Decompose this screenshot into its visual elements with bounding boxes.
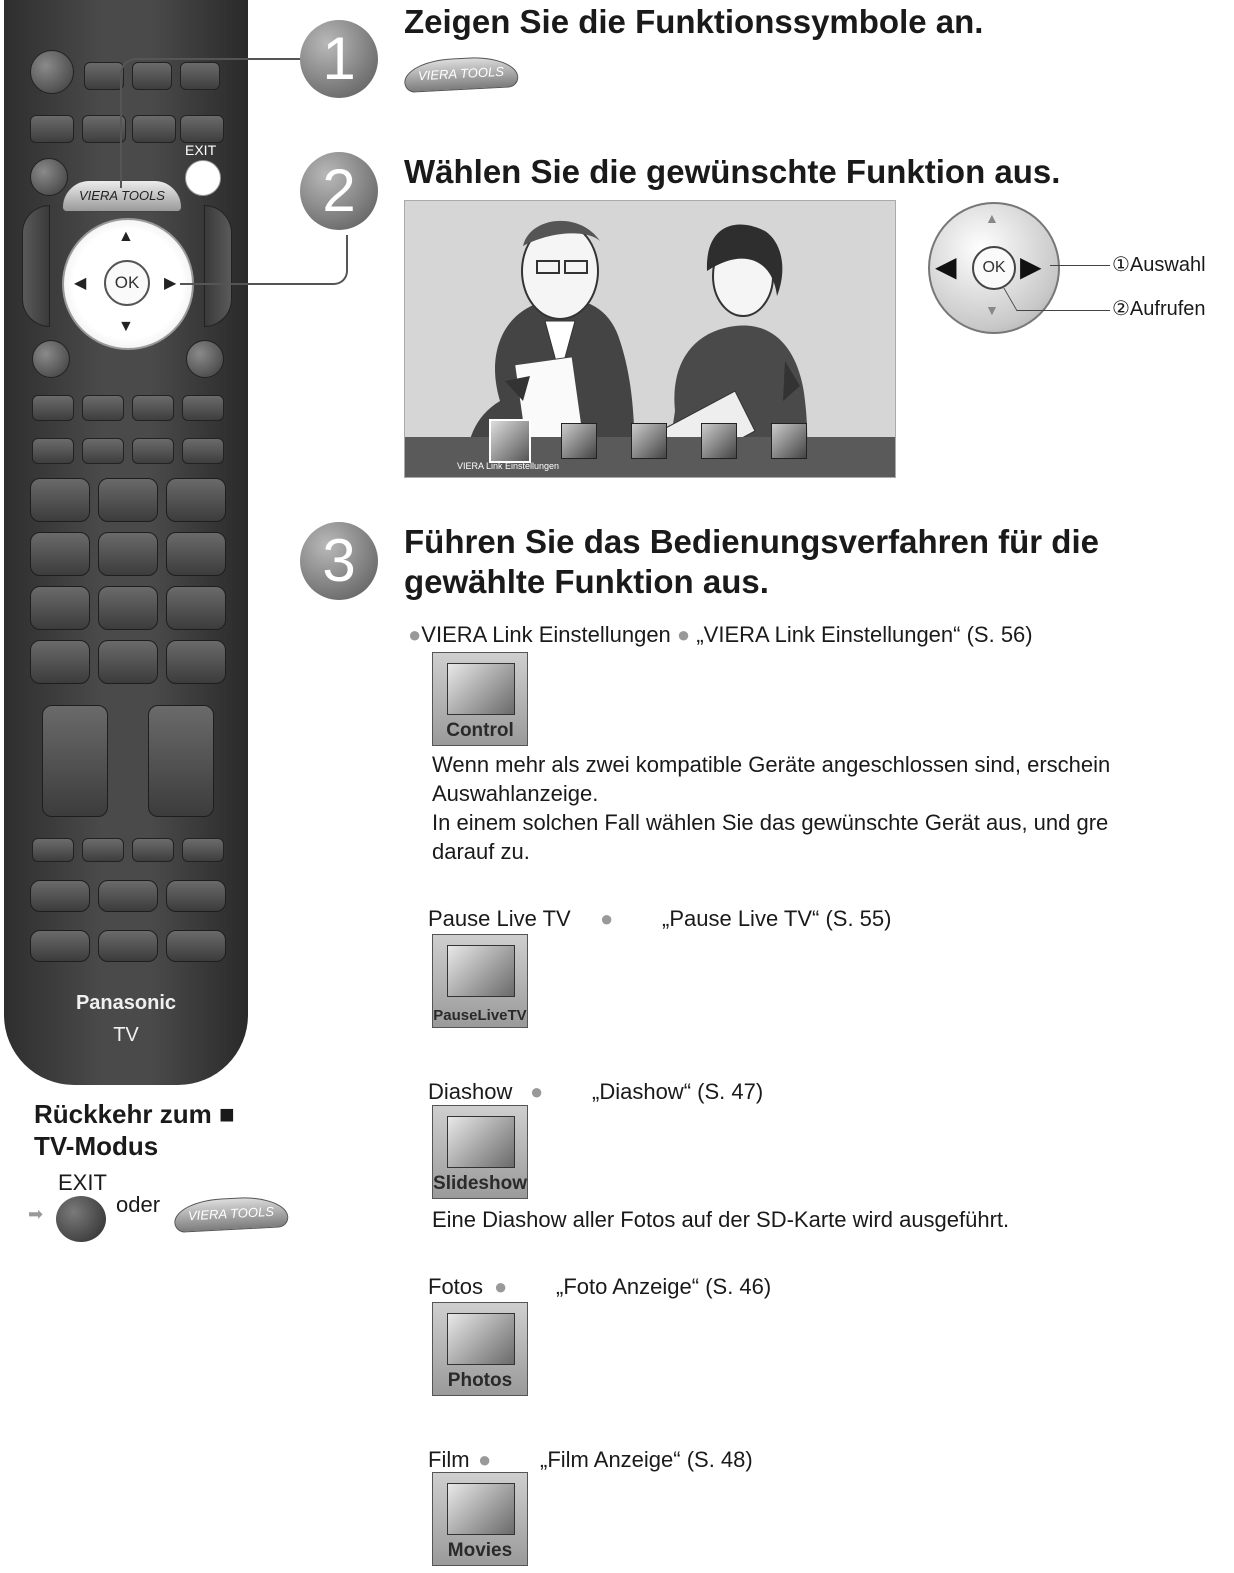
remote-button[interactable] — [32, 838, 74, 862]
bullet-icon: ● — [676, 622, 691, 647]
viera-link-desc-1: Wenn mehr als zwei kompatible Geräte angeschlossen sind, erschein — [432, 752, 1111, 777]
dpad-down-icon: ▼ — [985, 302, 999, 318]
pause-live-tv-title: Pause Live TV — [428, 906, 571, 931]
number-button[interactable] — [166, 532, 226, 576]
step1-heading: Zeigen Sie die Funktionssymbole an. — [404, 3, 984, 40]
bullet-icon: ● — [494, 1274, 508, 1299]
return-heading-line2: TV-Modus — [34, 1131, 159, 1161]
step3-heading-line2: gewählte Funktion aus. — [404, 563, 769, 600]
model-label: TV — [113, 1024, 139, 1046]
select-label: ①Auswahl — [1112, 254, 1206, 276]
bullet-icon: ● — [478, 1447, 492, 1472]
step-number-2: 2 — [300, 152, 378, 230]
volume-rocker[interactable] — [42, 705, 108, 817]
return-heading-line1: Rückkehr zum ■ — [34, 1099, 235, 1129]
number-button[interactable] — [166, 478, 226, 522]
number-button[interactable] — [30, 478, 90, 522]
movies-icon[interactable] — [771, 423, 807, 459]
remote-button[interactable] — [32, 438, 74, 464]
remote-button[interactable] — [182, 395, 224, 421]
remote-round-button[interactable] — [32, 340, 70, 378]
connector-line-2 — [180, 235, 348, 285]
number-button[interactable] — [98, 532, 158, 576]
remote-button[interactable] — [82, 395, 124, 421]
remote-button[interactable] — [32, 395, 74, 421]
dpad-right-icon: ▶ — [1020, 251, 1042, 282]
step2-heading: Wählen Sie die gewünschte Funktion aus. — [404, 153, 1061, 190]
remote-button[interactable] — [132, 438, 174, 464]
remote-button[interactable] — [166, 930, 226, 962]
bullet-icon: ● — [600, 906, 614, 931]
number-button[interactable] — [98, 478, 158, 522]
remote-button[interactable] — [98, 930, 158, 962]
remote-button[interactable] — [98, 880, 158, 912]
viera-link-icon[interactable] — [489, 419, 531, 463]
return-exit-label: EXIT — [58, 1170, 107, 1195]
film-title: Film — [428, 1447, 470, 1472]
bullet-icon: ● — [530, 1079, 544, 1104]
screen-icon — [447, 663, 515, 715]
viera-link-desc-2: Auswahlanzeige. — [432, 781, 599, 806]
photos-icon[interactable] — [701, 423, 737, 459]
screen-caption: VIERA Link Einstellungen — [457, 461, 560, 471]
brand-logo: Panasonic — [75, 992, 177, 1014]
remote-button[interactable] — [82, 438, 124, 464]
dpad-right-icon[interactable]: ▶ — [164, 275, 177, 292]
screen-icon — [447, 945, 515, 997]
exit-label: EXIT — [185, 142, 217, 158]
pause-live-tv-tile: PauseLiveTV — [432, 934, 528, 1028]
viera-link-desc-4: darauf zu. — [432, 839, 530, 864]
fotos-title: Fotos — [428, 1274, 484, 1299]
viera-link-item-title: ●VIERA Link Einstellungen ● „VIERA Link Einstellungen“ (S. 56) — [408, 622, 1033, 647]
viera-link-desc-3: In einem solchen Fall wählen Sie das gewünschte Gerät aus, und gre — [432, 810, 1109, 835]
tv-screen-illustration — [404, 200, 896, 478]
photos-tile: Photos — [432, 1302, 528, 1396]
fotos-ref: „Foto Anzeige“ (S. 46) — [556, 1274, 772, 1299]
step-number-3: 3 — [300, 522, 378, 600]
viera-tools-badge: VIERA TOOLS — [403, 55, 519, 93]
remote-button[interactable] — [182, 838, 224, 862]
remote-round-button[interactable] — [186, 340, 224, 378]
screen-icon — [447, 1313, 515, 1365]
movies-tile: Movies — [432, 1472, 528, 1566]
number-button[interactable] — [98, 586, 158, 630]
viera-link-control-tile: Control — [432, 652, 528, 746]
slideshow-icon[interactable] — [631, 423, 667, 459]
connector-line-1 — [120, 58, 302, 188]
remote-round-button[interactable] — [30, 158, 68, 196]
enter-pointer-line-h — [1038, 310, 1110, 311]
step3-heading-line1: Führen Sie das Bedienungsverfahren für die — [404, 523, 1099, 560]
power-button[interactable] — [30, 50, 74, 94]
enter-label: ②Aufrufen — [1112, 298, 1206, 320]
remote-button[interactable] — [166, 880, 226, 912]
remote-arc-left[interactable] — [22, 205, 50, 327]
remote-button[interactable] — [182, 438, 224, 464]
select-pointer-line — [1050, 265, 1110, 266]
number-button[interactable] — [98, 640, 158, 684]
dpad-left-icon[interactable]: ◀ — [74, 275, 87, 292]
remote-button[interactable] — [30, 880, 90, 912]
step-number-1: 1 — [300, 20, 378, 98]
remote-button[interactable] — [30, 115, 74, 143]
screen-icon — [447, 1116, 515, 1168]
number-button[interactable] — [166, 640, 226, 684]
channel-rocker[interactable] — [148, 705, 214, 817]
number-button[interactable] — [30, 586, 90, 630]
ok-button-illustration: OK — [972, 246, 1016, 290]
dpad-up-icon: ▲ — [985, 210, 999, 226]
remote-button[interactable] — [84, 62, 124, 90]
exit-button-illustration — [56, 1196, 106, 1242]
or-label: oder — [116, 1192, 161, 1217]
dpad-down-icon[interactable]: ▼ — [118, 318, 134, 335]
viera-tools-button[interactable]: VIERA TOOLS — [62, 180, 182, 212]
remote-button[interactable] — [132, 395, 174, 421]
bullet-icon: ● — [408, 622, 422, 647]
remote-button[interactable] — [82, 838, 124, 862]
pause-live-tv-ref: „Pause Live TV“ (S. 55) — [662, 906, 892, 931]
remote-button[interactable] — [132, 838, 174, 862]
screen-icon — [447, 1483, 515, 1535]
dpad-up-icon[interactable]: ▲ — [118, 228, 134, 245]
diashow-title: Diashow — [428, 1079, 513, 1104]
dpad-left-icon: ◀ — [935, 251, 957, 282]
arrow-right-icon: ➡ — [28, 1204, 44, 1224]
remote-button[interactable] — [30, 930, 90, 962]
pause-live-tv-icon[interactable] — [561, 423, 597, 459]
number-button[interactable] — [166, 586, 226, 630]
viera-tools-badge: VIERA TOOLS — [173, 1195, 289, 1233]
ok-button[interactable]: OK — [104, 260, 150, 306]
diashow-ref: „Diashow“ (S. 47) — [592, 1079, 764, 1104]
number-button[interactable] — [30, 640, 90, 684]
number-button[interactable] — [30, 532, 90, 576]
slideshow-tile: Slideshow — [432, 1105, 528, 1199]
film-ref: „Film Anzeige“ (S. 48) — [540, 1447, 753, 1472]
diashow-desc: Eine Diashow aller Fotos auf der SD-Karte wird ausgeführt. — [432, 1207, 1010, 1232]
